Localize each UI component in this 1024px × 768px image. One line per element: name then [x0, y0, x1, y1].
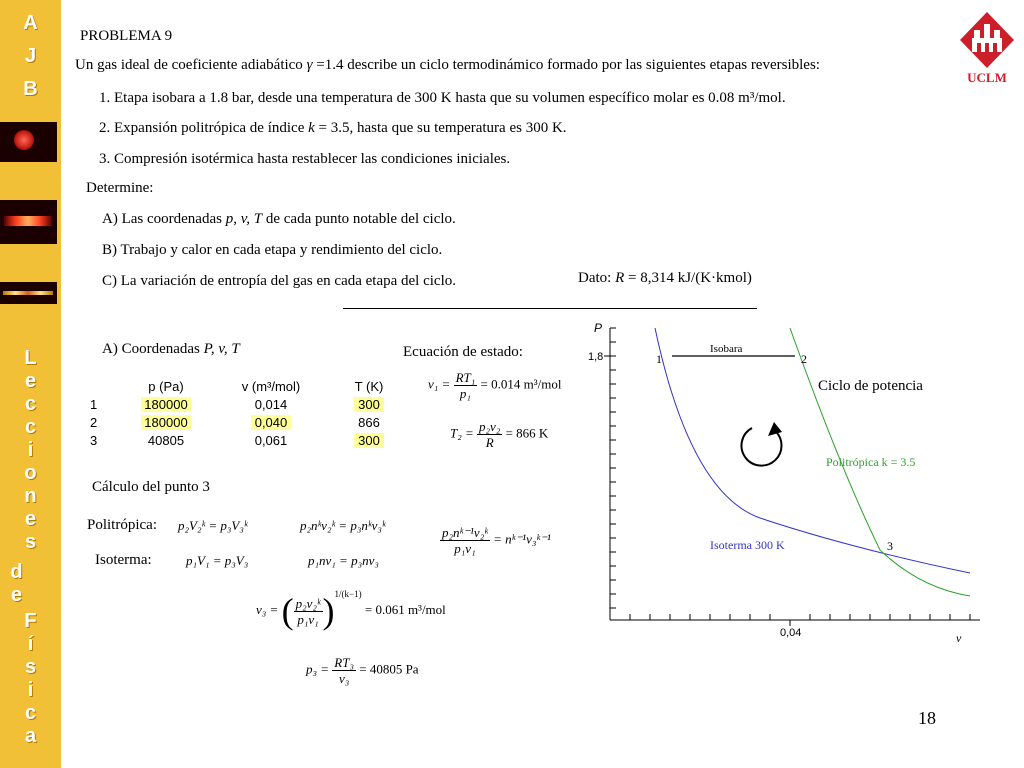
politropica-label: Politrópica: [87, 517, 157, 533]
point-3-label: 3 [887, 539, 893, 553]
question-c: C) La variación de entropía del gas en cada etapa del ciclo. [102, 273, 456, 289]
sidebar-letter: e [24, 370, 37, 392]
point-2-label: 2 [801, 352, 807, 366]
sidebar-letter: A [23, 12, 38, 34]
sidebar-letter: c [24, 416, 37, 438]
isoterma-label: Isoterma 300 K [710, 538, 785, 552]
point-1-label: 1 [656, 352, 662, 366]
sidebar-letter: c [24, 393, 37, 415]
uclm-logo [958, 10, 1016, 90]
cell-T: 866 [358, 414, 380, 430]
problem-intro: Un gas ideal de coeficiente adiabático γ =1.4 describe un ciclo termodinámico formado por las siguientes etapas reversibles: [75, 57, 820, 73]
sidebar-letter: s [24, 531, 37, 553]
isoterma-equation-2: p₁nv₁ = p₃nv₃ [308, 553, 379, 568]
isoterma-label: Isoterma: [95, 552, 152, 568]
row-id: 1 [90, 396, 98, 412]
stage-3: 3. Compresión isotérmica hasta restablecer las condiciones iniciales. [99, 151, 511, 167]
sidebar-photo-1 [0, 122, 57, 162]
clockwise-arrow-icon [741, 422, 782, 466]
sidebar-letter: e [24, 508, 37, 530]
cell-p: 180000 [141, 415, 190, 430]
table-row [90, 413, 408, 431]
row-id: 2 [90, 414, 98, 430]
question-a: A) Las coordenadas p, v, T de cada punto notable del ciclo. [102, 211, 456, 227]
sidebar-letter: í [27, 633, 34, 655]
sidebar [0, 0, 61, 768]
cell-T: 300 [354, 397, 384, 412]
x-axis-label: v [956, 631, 962, 645]
sidebar-letter: J [24, 45, 37, 67]
determine-label: Determine: [86, 180, 154, 196]
stage-1: 1. Etapa isobara a 1.8 bar, desde una temperatura de 300 K hasta que su volumen específico molar es 0.08 m³/mol. [99, 90, 786, 106]
sidebar-letter: d [10, 561, 23, 583]
sidebar-letter: L [24, 347, 37, 369]
page-number: 18 [918, 708, 936, 728]
table-row [90, 431, 408, 449]
cell-T: 300 [354, 433, 384, 448]
ratio-equation: $\frac{\text{p₂nᵏ⁻¹v₂ᵏ}}{\text{p₁v₁}}$ = nᵏ⁻¹v₃ᵏ⁻¹ [442, 525, 551, 556]
dato-constant: Dato: R = 8,314 kJ/(K·kmol) [578, 270, 752, 286]
y-axis-label: P [594, 321, 603, 335]
table-header-row [90, 377, 408, 395]
cell-v: 0,061 [254, 432, 288, 448]
sidebar-letter: o [24, 462, 37, 484]
sidebar-letter: n [24, 485, 37, 507]
column-header-p: p (Pa) [148, 378, 184, 394]
isobara-label: Isobara [710, 343, 743, 355]
question-b: B) Trabajo y calor en cada etapa y rendimiento del ciclo. [102, 242, 443, 258]
sidebar-letter: i [27, 439, 34, 461]
equation-p3: p₃ = $\frac{\text{RT₃}}{\text{v₃}}$ = 40805 Pa [306, 655, 419, 686]
y-tick-label: 1,8 [588, 351, 604, 363]
stage-2: 2. Expansión politrópica de índice k = 3.5, hasta que su temperatura es 300 K. [99, 120, 567, 136]
sidebar-letter: s [24, 656, 37, 678]
sidebar-letter: i [27, 679, 34, 701]
x-tick-label: 0,04 [780, 627, 802, 639]
sidebar-photo-3 [0, 282, 57, 304]
column-header-T: T (K) [354, 378, 384, 394]
column-header-v: v (m³/mol) [241, 378, 301, 394]
sidebar-letter: B [23, 78, 38, 100]
isotherm-curve [655, 328, 970, 573]
politropica-equation-1: p₂V₂ᵏ = p₃V₃ᵏ [178, 518, 248, 533]
pv-diagram [560, 318, 990, 648]
cell-v: 0,040 [251, 415, 292, 430]
sidebar-photo-2 [0, 200, 57, 244]
uclm-logo-text: UCLM [967, 70, 1007, 85]
ciclo-potencia-label: Ciclo de potencia [818, 378, 923, 394]
separator-line [343, 308, 757, 309]
sidebar-letter: e [10, 584, 23, 606]
politropica-label: Politrópica k = 3.5 [826, 455, 916, 469]
ecuacion-estado-label: Ecuación de estado: [403, 344, 523, 360]
cell-p: 180000 [141, 397, 190, 412]
coordinates-table [90, 377, 408, 449]
sidebar-letter: c [24, 702, 37, 724]
uclm-emblem-icon [958, 10, 1016, 72]
sidebar-letter: F [24, 610, 37, 632]
point3-heading: Cálculo del punto 3 [92, 479, 210, 495]
table-row [90, 395, 408, 413]
cell-v: 0,014 [254, 396, 288, 412]
equation-v3: v₃ = ( $\frac{\text{p₂v₂ᵏ}}{\text{p₁v₁}}$ )$^{1/(k-1)}$ = 0.061 m³/mol [256, 588, 446, 631]
section-a-heading: A) Coordenadas P, v, T [102, 341, 240, 357]
problem-title: PROBLEMA 9 [80, 28, 173, 44]
y-axis-ticks [604, 328, 616, 608]
equation-T2: T₂ = $\frac{\text{p₂v₂}}{R}$ = 866 K [450, 419, 549, 450]
equation-v1: v₁ = $\frac{\text{RT₁}}{\text{p₁}}$ = 0.014 m³/mol [428, 370, 562, 401]
sidebar-letter: a [24, 725, 37, 747]
row-id: 3 [90, 432, 98, 448]
politropica-equation-2: p₂nᵏv₂ᵏ = p₃nᵏv₃ᵏ [300, 518, 386, 533]
isoterma-equation-1: p₁V₁ = p₃V₃ [186, 553, 249, 568]
cell-p: 40805 [147, 432, 185, 448]
